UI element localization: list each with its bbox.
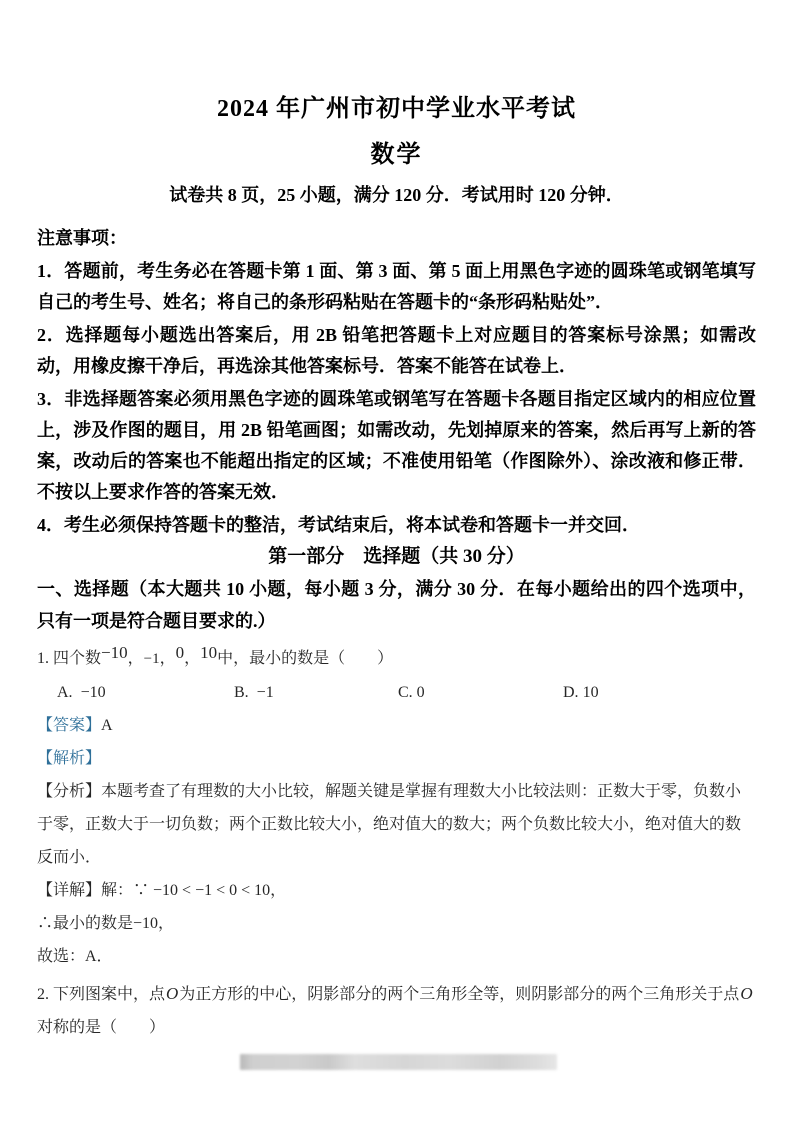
option-b-label: B.	[234, 684, 249, 701]
detail-prefix: 解：∵	[101, 882, 154, 899]
analysis-paragraph	[37, 775, 756, 874]
detail-label: 【详解】	[37, 882, 102, 899]
option-b	[234, 676, 398, 709]
notice-item-4: 4．考生必须保持答题卡的整洁，考试结束后，将本试卷和答题卡一并交回．	[37, 515, 640, 535]
question-1-prefix: 1. 四个数	[37, 650, 102, 667]
conclusion-prefix: ∴最小的数是	[37, 915, 134, 932]
analysis-label: 【分析】	[37, 783, 102, 800]
question-2-block	[37, 977, 756, 1044]
option-d-value: 10	[582, 684, 599, 701]
notice-item-3: 3．非选择题答案必须用黑色字迹的圆珠笔或钢笔写在答题卡各题目指定区域内的相应位置上，涉及作图的题目，用 2B 铅笔画图；如需改动，先划掉原来的答案，然后再写上新的答案，改动后的答案也不能超出指定的区域；不准使用铅笔（作图除外）、涂改液和修正带．不按以上要求作答的答案无效．	[37, 389, 756, 502]
notice-item-1: 1．答题前，考生务必在答题卡第 1 面、第 3 面、第 5 面上用黑色字迹的圆珠笔或钢笔填写自己的考生号、姓名；将自己的条形码粘贴在答题卡的“条形码粘贴处”．	[37, 261, 756, 312]
option-c	[398, 676, 563, 709]
answer-value: A	[101, 717, 113, 734]
option-a-value: −10	[80, 684, 106, 701]
question-1-options	[37, 676, 756, 709]
question-2-part3: 对	[37, 1019, 54, 1036]
separator: ，	[184, 650, 201, 667]
separator: ，	[158, 915, 175, 932]
choice-line: 故选：A．	[37, 948, 113, 965]
option-a	[57, 676, 234, 709]
exam-subject: 数学	[370, 142, 423, 168]
question-1-block	[37, 641, 756, 973]
section-intro: 一、选择题（本大题共 10 小题，每小题 3 分，满分 30 分．在每小题给出的四个选项中，只有一项是符合题目要求的.）	[37, 579, 756, 631]
conclusion-line	[37, 907, 756, 940]
separator: ，	[159, 650, 176, 667]
option-d-label: D.	[563, 684, 579, 701]
question-2-part4: 称的是（ ）	[53, 1019, 166, 1036]
question-1-number-0: 0	[175, 643, 185, 662]
detail-inequality: −10 < −1 < 0 < 10	[153, 882, 271, 899]
answer-line	[37, 709, 756, 742]
option-a-label: A.	[57, 684, 73, 701]
analysis-text: 本题考查了有理数的大小比较，解题关键是掌握有理数大小比较法则：正数大于零，负数小于零，正数大于一切负数；两个正数比较大小，绝对值大的数大；两个负数比较大小，绝对值大的数反而小．	[37, 783, 742, 866]
separator: ，	[270, 882, 287, 899]
section-part-header: 第一部分 选择题（共 30 分）	[268, 546, 525, 567]
option-c-label: C.	[398, 684, 413, 701]
question-2-point-O-2: O	[740, 984, 753, 1003]
answer-label: 【答案】	[37, 717, 102, 734]
exam-info-line: 试卷共 8 页，25 小题，满分 120 分．考试用时 120 分钟．	[169, 185, 624, 205]
question-2-stem	[37, 977, 756, 1044]
blurred-watermark	[240, 1054, 557, 1070]
detail-line	[37, 874, 756, 907]
question-2-part1: 2. 下列图案中，点	[37, 986, 166, 1003]
notices-heading: 注意事项：	[37, 228, 127, 248]
option-d	[563, 676, 599, 709]
option-b-value: −1	[256, 684, 274, 701]
question-1-stem	[37, 641, 756, 676]
option-c-value: 0	[416, 684, 425, 701]
question-1-number-neg1: −1	[143, 651, 160, 667]
question-1-number-10: 10	[200, 643, 218, 662]
conclusion-value: −10	[133, 915, 159, 932]
question-1-suffix: 中，最小的数是（ ）	[217, 650, 394, 667]
separator: ，	[127, 650, 144, 667]
question-2-part2: 为正方形的中心，阴影部分的两个三角形全等，则阴影部分的两个三角形关于点	[179, 986, 740, 1003]
notice-item-2: 2．选择题每小题选出答案后，用 2B 铅笔把答题卡上对应题目的答案标号涂黑；如需改动，用橡皮擦干净后，再选涂其他答案标号．答案不能答在试卷上．	[37, 325, 756, 376]
question-2-point-O-1: O	[166, 984, 179, 1003]
explanation-label: 【解析】	[37, 750, 102, 767]
exam-title: 2024 年广州市初中学业水平考试	[217, 96, 576, 122]
question-1-number-neg10: −10	[101, 643, 128, 662]
explanation-line	[37, 742, 756, 775]
